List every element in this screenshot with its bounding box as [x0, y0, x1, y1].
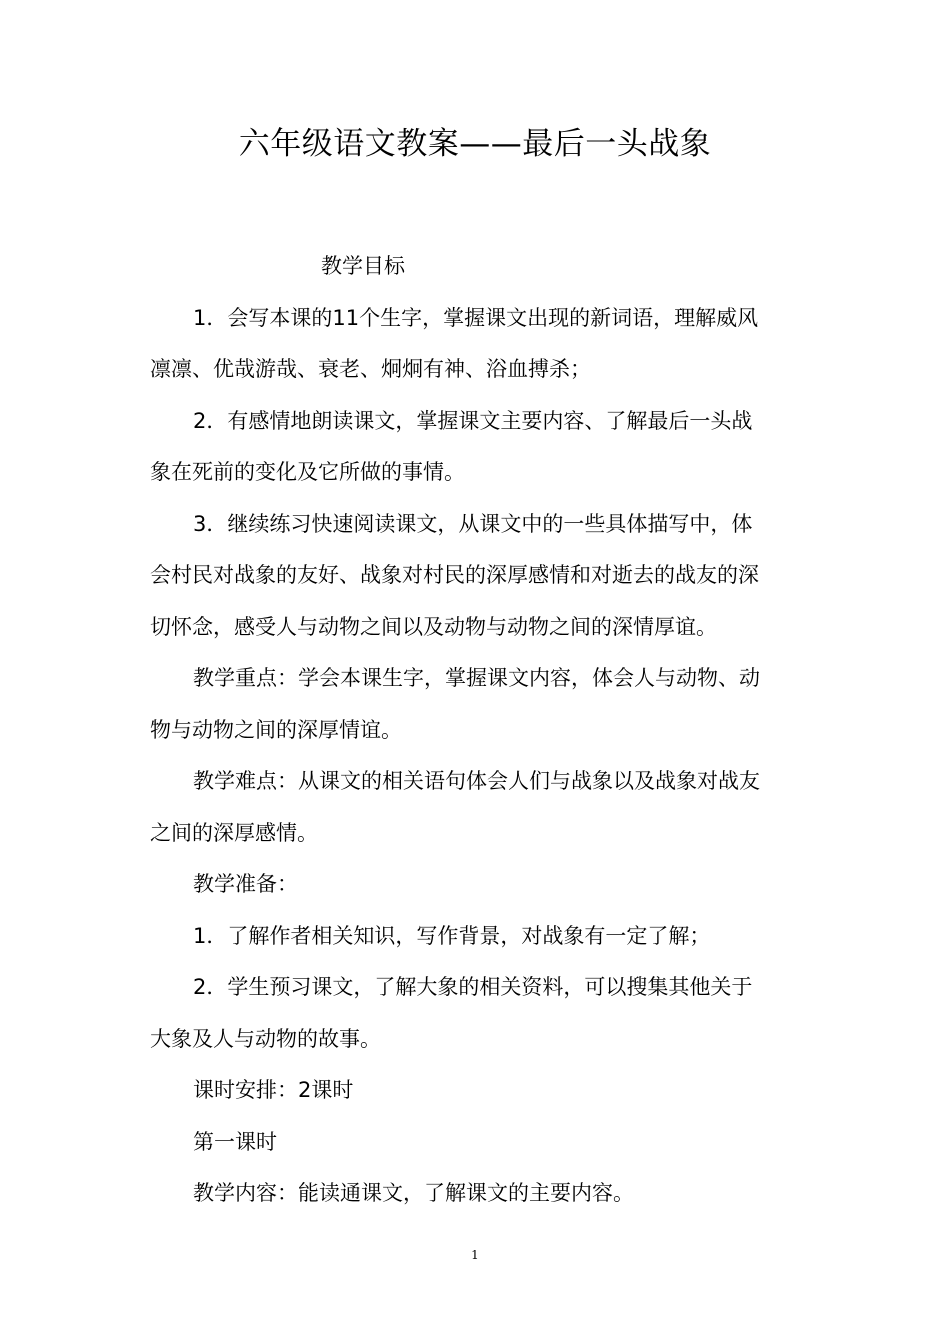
paragraph-line: 教学重点：学会本课生字，掌握课文内容，体会人与动物、动	[193, 666, 760, 690]
paragraph-line: 第一课时	[193, 1129, 277, 1154]
paragraph-line: 会村民对战象的友好、战象对村民的深厚感情和对逝去的战友的深	[150, 563, 759, 587]
section-heading-objectives: 教学目标	[321, 254, 405, 278]
paragraph-line: 3．继续练习快速阅读课文，从课文中的一些具体描写中，体	[193, 511, 753, 536]
paragraph-line: 课时安排：2课时	[193, 1078, 354, 1102]
paragraph-line: 象在死前的变化及它所做的事情。	[150, 460, 465, 484]
paragraph-line: 教学内容：能读通课文，了解课文的主要内容。	[193, 1181, 634, 1205]
paragraph-line: 之间的深厚感情。	[150, 820, 318, 845]
paragraph-line: 凛凛、优哉游哉、衰老、炯炯有神、浴血搏杀；	[150, 357, 591, 381]
paragraph-line: 1．会写本课的11个生字，掌握课文出现的新词语，理解威风	[193, 305, 759, 330]
paragraph-line: 2．学生预习课文，了解大象的相关资料，可以搜集其他关于	[193, 975, 753, 999]
paragraph-line: 教学难点：从课文的相关语句体会人们与战象以及战象对战友	[193, 769, 760, 793]
paragraph-line: 切怀念，感受人与动物之间以及动物与动物之间的深情厚谊。	[150, 614, 717, 639]
document-body	[150, 241, 800, 1220]
paragraph-line: 1．了解作者相关知识，写作背景，对战象有一定了解；	[193, 923, 711, 948]
paragraph-line: 2．有感情地朗读课文，掌握课文主要内容、了解最后一头战	[193, 408, 753, 433]
paragraph-line: 教学准备：	[193, 872, 298, 896]
page-number: 1	[471, 1248, 479, 1262]
paragraph-line: 物与动物之间的深厚情谊。	[150, 717, 402, 742]
document-title: 六年级语文教案——最后一头战象	[238, 126, 712, 162]
paragraph-line: 大象及人与动物的故事。	[150, 1026, 381, 1051]
